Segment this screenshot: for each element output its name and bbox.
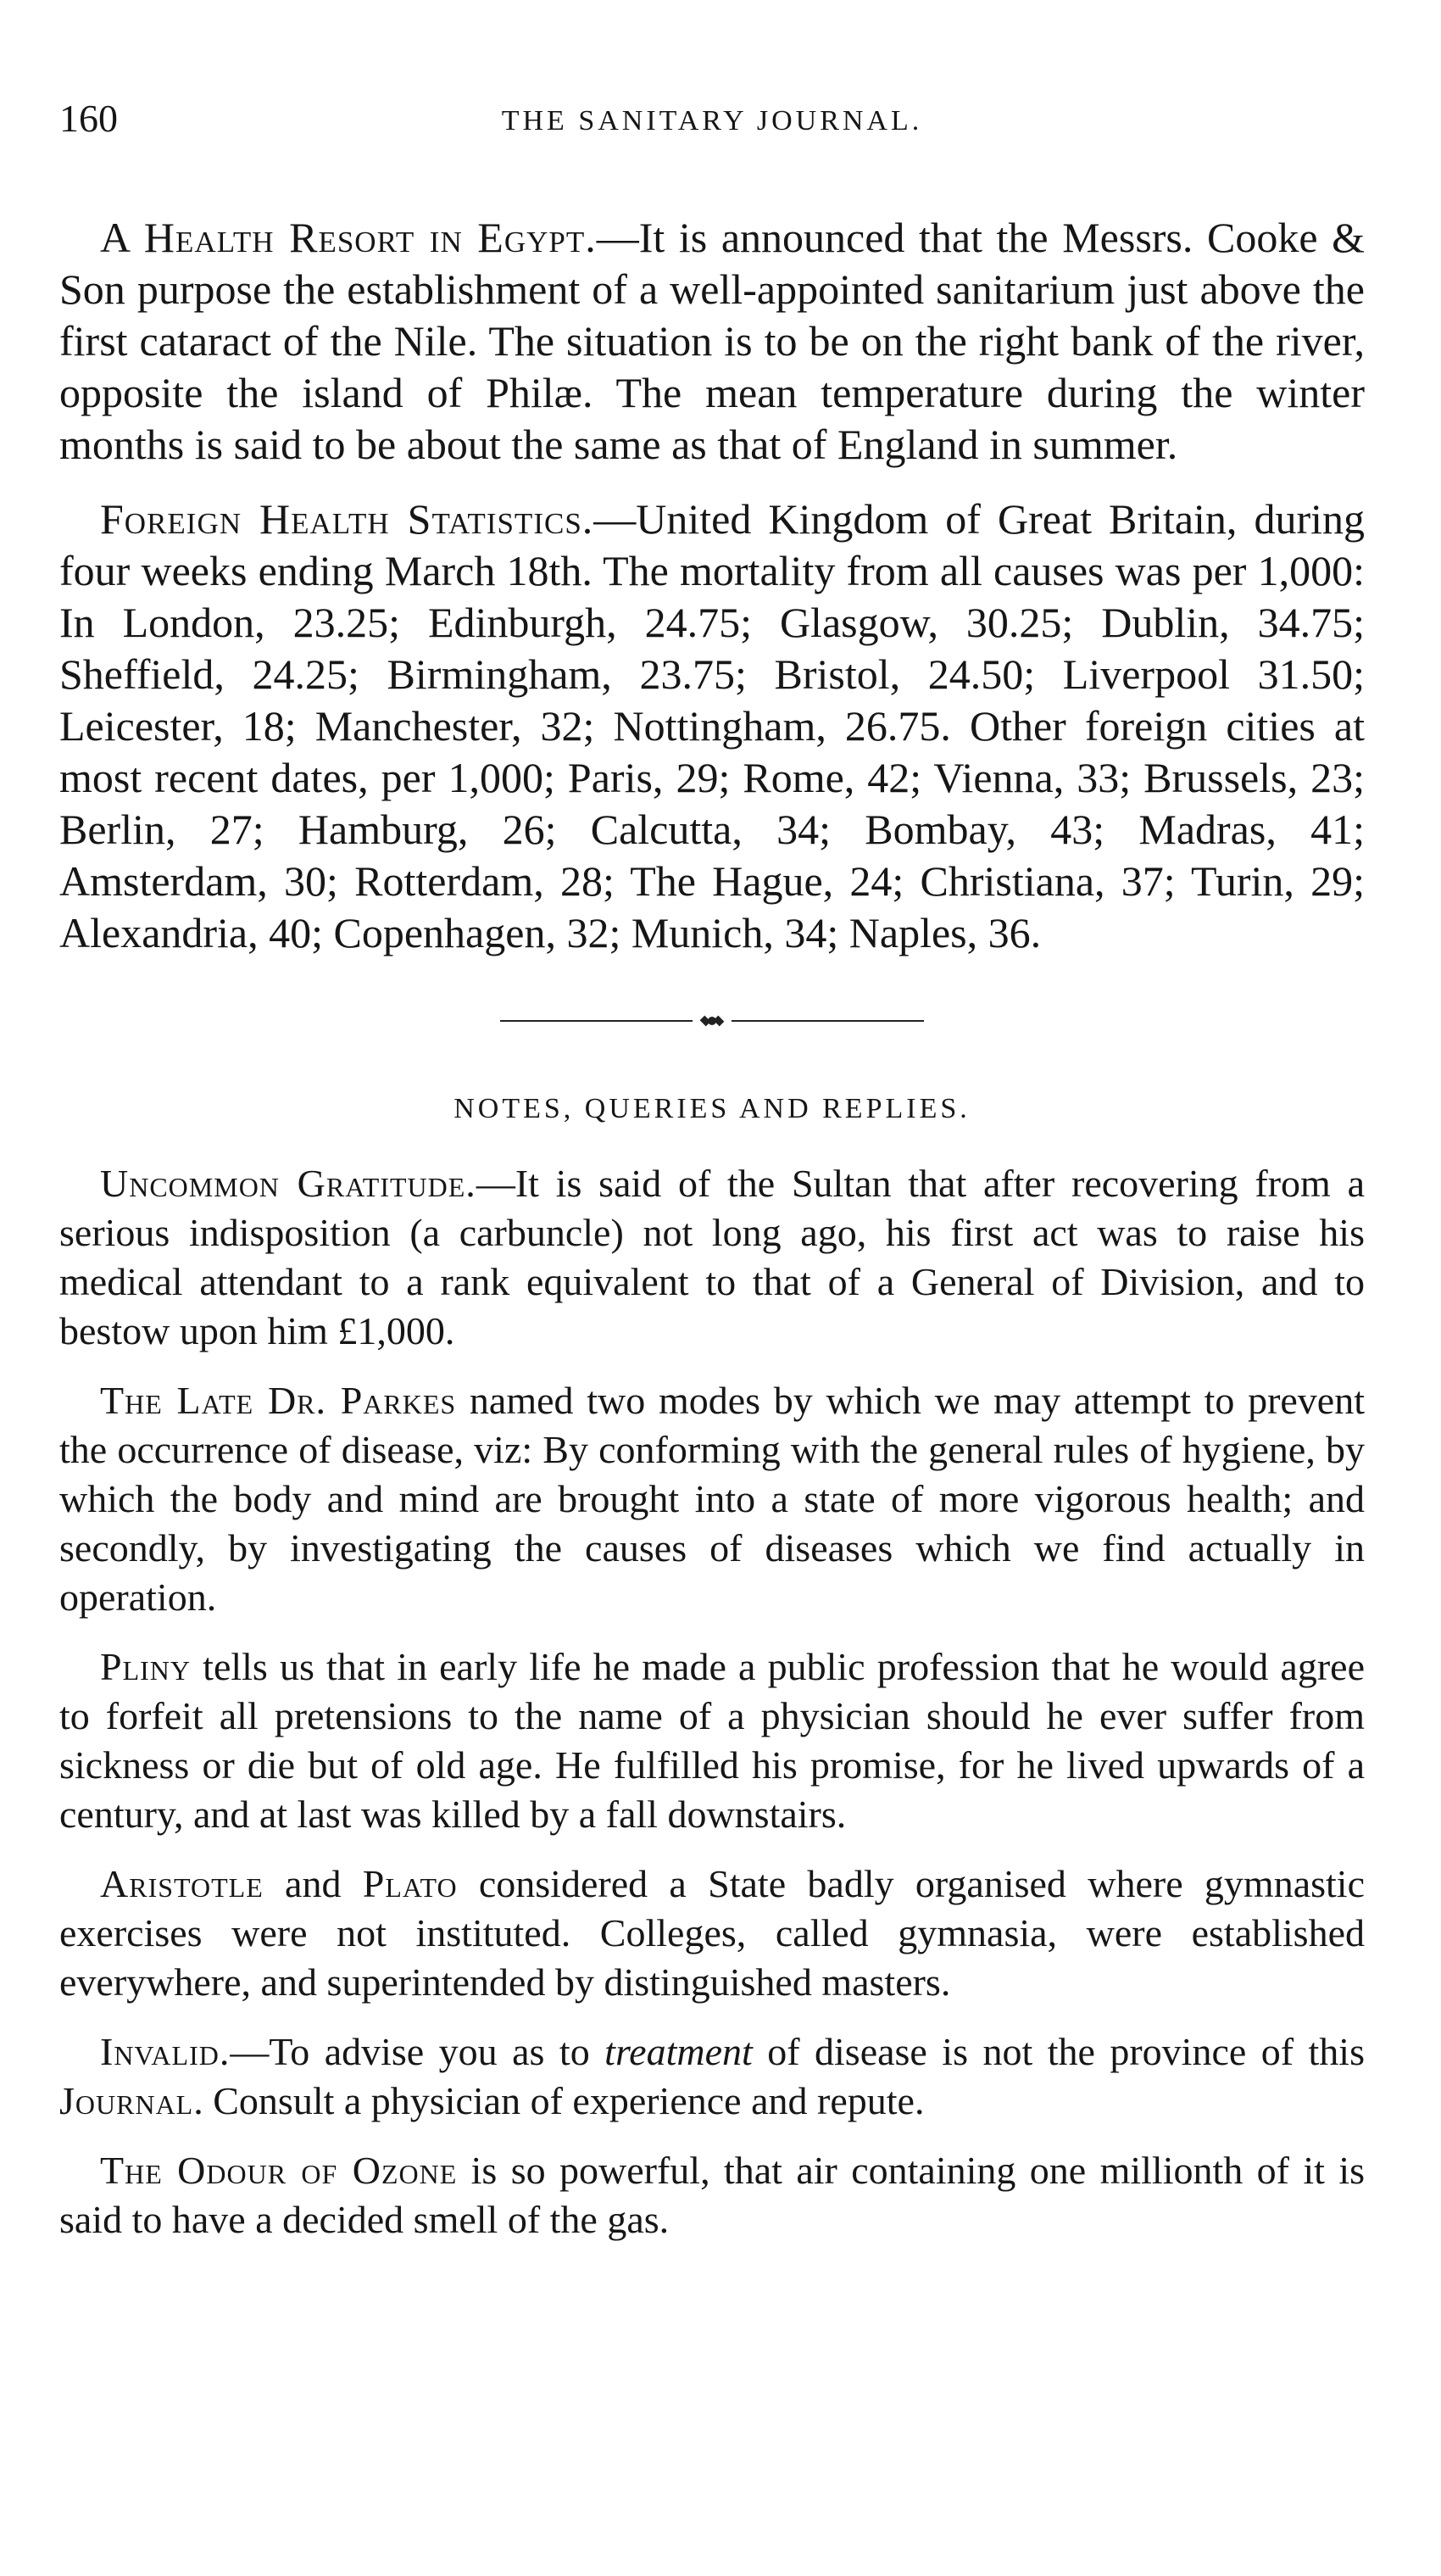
note-body: —It is said of the Sultan that after recovering from a serious indisposition (a carbuncle) not long ago, his first act was to raise his medical attendant to a rank equivalent to that of a General of Division, and to bestow upon him £1,000.	[59, 1162, 1365, 1352]
note-lead: Uncommon Gratitude.	[100, 1162, 476, 1205]
note-lead: The Late Dr. Parkes	[100, 1379, 457, 1422]
article-lead: Foreign Health Statistics.	[100, 495, 594, 543]
journal-title: THE SANITARY JOURNAL.	[501, 105, 923, 137]
running-head	[59, 93, 1365, 153]
note-text-after-italic: of disease is not the province of this	[752, 2030, 1365, 2073]
note-text-end: . Consult a physician of experience and repute.	[193, 2079, 925, 2122]
journal-page	[59, 93, 1365, 2265]
note-italic-word: treatment	[604, 2030, 753, 2073]
article-foreign-health-statistics	[59, 493, 1365, 959]
note-odour-of-ozone	[59, 2146, 1365, 2244]
note-invalid	[59, 2027, 1365, 2126]
article-health-resort-egypt	[59, 212, 1365, 471]
note-lead: Pliny	[100, 1645, 192, 1688]
note-lead: Invalid.	[100, 2030, 231, 2073]
notes-queries-replies	[59, 1086, 1365, 2244]
note-body: tells us that in early life he made a public profession that he would agree to forfeit all pretensions to the name of a physician should he ever suffer from sickness or die but of old age. He fulfilled his promise, for he lived upwards of a century, and at last was killed by a fall downstairs.	[59, 1645, 1365, 1836]
note-pliny	[59, 1642, 1365, 1839]
section-divider	[500, 1015, 924, 1027]
note-body: is so powerful, that air containing one millionth of it is said to have a decided smell of the gas.	[59, 2149, 1366, 2241]
note-uncommon-gratitude	[59, 1159, 1365, 1356]
note-journal-name: Journal	[59, 2079, 194, 2122]
note-lead: Aristotle	[100, 1862, 264, 1905]
note-dr-parkes	[59, 1376, 1365, 1622]
ornament-icon	[698, 1015, 726, 1027]
main-articles	[59, 212, 1365, 959]
divider-rule-right	[732, 1020, 924, 1022]
note-text-before-italic: —To advise you as to	[230, 2030, 605, 2073]
article-body: —It is announced that the Messrs. Cooke & Son purpose the establishment of a well-appointed sanitarium just above the first cataract of the Nile. The situation is to be on the right bank of the river, opposite the island of Philæ. The mean temperature during the winter months is said to be about the same as that of England in summer.	[59, 214, 1365, 468]
note-lead-secondary: Plato	[362, 1862, 458, 1905]
section-heading: NOTES, QUERIES AND REPLIES.	[453, 1093, 971, 1124]
note-body: considered a State badly organised where gymnastic exercises were not instituted. Colleges, called gymnasia, were established everywhere, and superintended by distinguished masters.	[59, 1862, 1365, 2004]
note-connector: and	[263, 1862, 363, 1905]
note-body: named two modes by which we may attempt to prevent the occurrence of disease, viz: By conforming with the general rules of hygiene, by which the body and mind are brought into a state of more vigorous health; and secondly, by investigating the causes of diseases which we find actually in operation.	[59, 1379, 1366, 1619]
page-number: 160	[59, 97, 118, 140]
article-body: —United Kingdom of Great Britain, during four weeks ending March 18th. The mortality from all causes was per 1,000: In London, 23.25; Edinburgh, 24.75; Glasgow, 30.25; Dublin, 34.75; Sheffield, 24.25; Birmingham, 23.75; Bristol, 24.50; Liverpool 31.50; Leicester, 18; Manchester, 32; Nottingham, 26.75. Other foreign cities at most recent dates, per 1,000; Paris, 29; Rome, 42; Vienna, 33; Brussels, 23; Berlin, 27; Hamburg, 26; Calcutta, 34; Bombay, 43; Madras, 41; Amsterdam, 30; Rotterdam, 28; The Hague, 24; Christiana, 37; Turin, 29; Alexandria, 40; Copenhagen, 32; Munich, 34; Naples, 36.	[59, 495, 1365, 956]
note-lead: The Odour of Ozone	[100, 2149, 458, 2192]
divider-rule-left	[500, 1020, 693, 1022]
article-lead: A Health Resort in Egypt.	[100, 214, 597, 261]
note-aristotle-plato	[59, 1860, 1365, 2007]
